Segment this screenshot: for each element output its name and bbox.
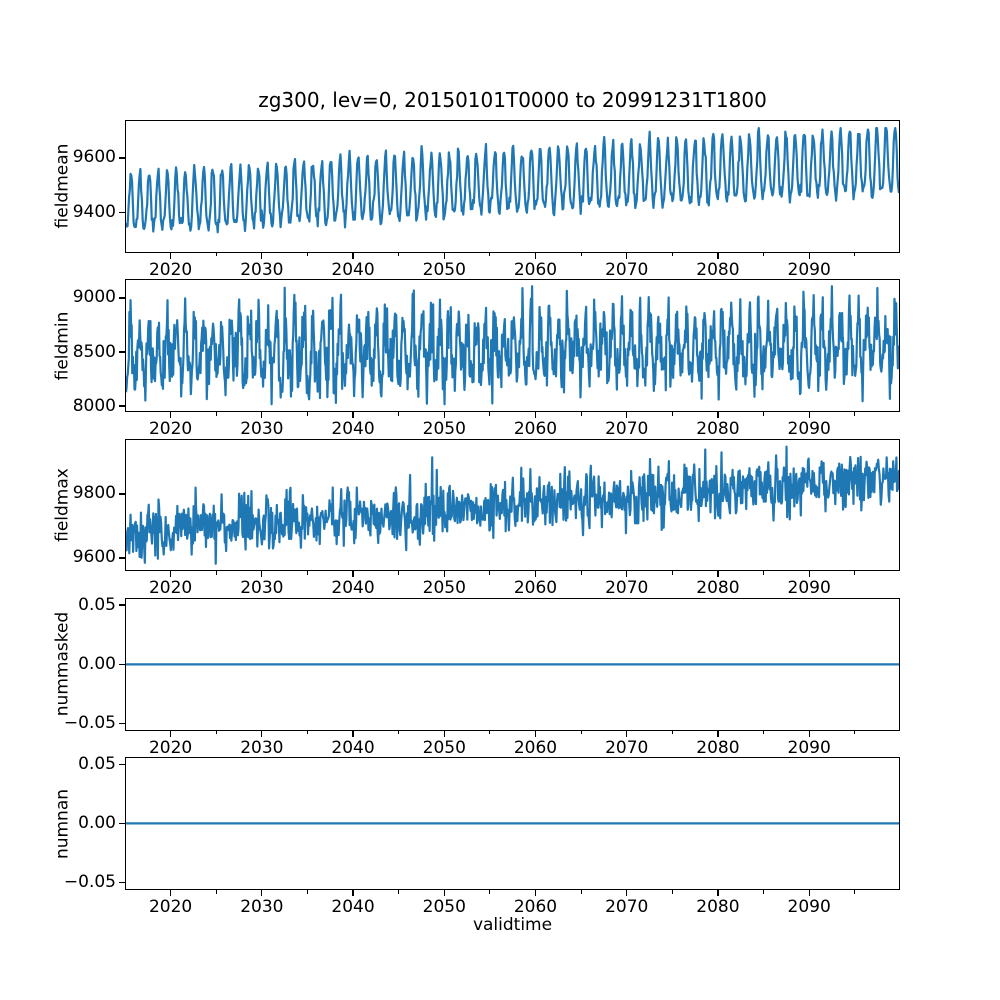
x-axis-label: validtime [472, 915, 553, 935]
x-major-tick [809, 731, 810, 737]
x-minor-tick [398, 890, 399, 894]
y-axis-label-fieldmax: fieldmax [52, 468, 72, 542]
y-major-tick [119, 823, 125, 824]
x-tick-label: 2090 [787, 897, 831, 917]
x-major-tick [717, 412, 718, 418]
y-major-tick [119, 557, 125, 558]
x-major-tick [444, 571, 445, 577]
plot-area-fieldmax [126, 440, 899, 571]
x-major-tick [170, 253, 171, 259]
x-major-tick [170, 412, 171, 418]
x-major-tick [535, 412, 536, 418]
y-tick-label: 9800 [72, 483, 116, 504]
x-tick-label: 2030 [240, 578, 284, 599]
y-tick-label: 8500 [72, 341, 116, 362]
x-tick-label: 2090 [787, 578, 831, 599]
x-major-tick [809, 253, 810, 259]
x-tick-label: 2060 [513, 737, 558, 758]
subplot-fieldmean [125, 120, 900, 253]
y-major-tick [119, 882, 125, 883]
x-minor-tick [489, 890, 490, 894]
y-tick-label: 0.05 [78, 753, 116, 774]
x-tick-label: 2040 [331, 259, 375, 280]
x-minor-tick [581, 412, 582, 416]
x-minor-tick [854, 731, 855, 735]
x-tick-label: 2040 [331, 737, 375, 758]
x-tick-label: 2050 [422, 897, 466, 917]
x-tick-label: 2080 [696, 737, 740, 758]
y-tick-label: 0.00 [78, 653, 116, 674]
plot-area-fieldmin [126, 280, 899, 411]
x-minor-tick [398, 412, 399, 416]
x-major-tick [261, 412, 262, 418]
x-major-tick [352, 571, 353, 577]
x-major-tick [809, 412, 810, 418]
y-axis-label-nummasked: nummasked [52, 612, 72, 717]
y-tick-label: 9600 [72, 547, 116, 568]
x-tick-label: 2040 [331, 897, 375, 917]
x-tick-label: 2020 [148, 259, 193, 280]
x-tick-label: 2070 [605, 259, 649, 280]
x-tick-label: 2080 [696, 419, 740, 440]
x-minor-tick [672, 571, 673, 575]
y-major-tick [119, 157, 125, 158]
data-line-fieldmax [126, 446, 899, 563]
y-tick-label: −0.05 [63, 872, 116, 893]
x-minor-tick [763, 731, 764, 735]
x-major-tick [444, 253, 445, 259]
x-minor-tick [489, 412, 490, 416]
x-major-tick [170, 890, 171, 896]
x-minor-tick [398, 571, 399, 575]
x-major-tick [352, 253, 353, 259]
x-tick-label: 2060 [513, 419, 558, 440]
x-tick-label: 2020 [148, 419, 193, 440]
plot-area-numnan [126, 758, 899, 889]
y-axis-label-fieldmin: fieldmin [52, 311, 72, 381]
x-tick-label: 2020 [148, 897, 193, 917]
x-minor-tick [307, 253, 308, 257]
x-tick-label: 2060 [513, 897, 558, 917]
x-tick-label: 2090 [787, 419, 831, 440]
x-major-tick [535, 253, 536, 259]
x-major-tick [535, 571, 536, 577]
x-tick-label: 2050 [422, 578, 466, 599]
x-tick-label: 2080 [696, 897, 740, 917]
y-major-tick [119, 723, 125, 724]
x-tick-label: 2020 [148, 578, 193, 599]
y-major-tick [119, 764, 125, 765]
subplot-fieldmax [125, 439, 900, 572]
x-minor-tick [854, 890, 855, 894]
x-minor-tick [672, 253, 673, 257]
x-tick-label: 2070 [605, 578, 649, 599]
x-minor-tick [307, 571, 308, 575]
x-major-tick [717, 571, 718, 577]
x-minor-tick [307, 731, 308, 735]
x-tick-label: 2070 [605, 737, 649, 758]
x-minor-tick [763, 890, 764, 894]
x-major-tick [261, 890, 262, 896]
x-major-tick [535, 890, 536, 896]
x-tick-label: 2060 [513, 578, 558, 599]
subplot-numnan [125, 757, 900, 890]
y-major-tick [119, 493, 125, 494]
x-minor-tick [307, 412, 308, 416]
x-minor-tick [216, 253, 217, 257]
x-minor-tick [854, 412, 855, 416]
x-minor-tick [854, 253, 855, 257]
y-axis-label-fieldmean: fieldmean [52, 143, 72, 229]
y-tick-label: 9400 [72, 202, 116, 223]
x-tick-label: 2030 [240, 897, 284, 917]
x-major-tick [626, 731, 627, 737]
x-tick-label: 2090 [787, 259, 831, 280]
x-major-tick [261, 731, 262, 737]
x-minor-tick [307, 890, 308, 894]
y-tick-label: 8000 [72, 395, 116, 416]
x-minor-tick [216, 412, 217, 416]
x-minor-tick [763, 253, 764, 257]
x-minor-tick [581, 571, 582, 575]
x-minor-tick [398, 253, 399, 257]
y-axis-label-numnan: numnan [52, 788, 72, 859]
data-line-fieldmin [126, 286, 899, 404]
x-major-tick [352, 890, 353, 896]
x-tick-label: 2020 [148, 737, 193, 758]
x-tick-label: 2030 [240, 737, 284, 758]
x-major-tick [444, 412, 445, 418]
x-tick-label: 2050 [422, 259, 466, 280]
x-tick-label: 2050 [422, 737, 466, 758]
y-major-tick [119, 212, 125, 213]
data-line-fieldmean [126, 128, 899, 232]
x-major-tick [261, 253, 262, 259]
x-tick-label: 2040 [331, 578, 375, 599]
x-tick-label: 2080 [696, 578, 740, 599]
y-major-tick [119, 604, 125, 605]
x-major-tick [170, 731, 171, 737]
plot-area-nummasked [126, 599, 899, 730]
x-major-tick [626, 412, 627, 418]
x-minor-tick [672, 890, 673, 894]
x-major-tick [626, 571, 627, 577]
x-major-tick [809, 571, 810, 577]
subplot-fieldmin [125, 279, 900, 412]
x-major-tick [444, 890, 445, 896]
figure-title: zg300, lev=0, 20150101T0000 to 20991231T1800 [258, 88, 767, 112]
y-tick-label: 9600 [72, 147, 116, 168]
x-minor-tick [216, 731, 217, 735]
x-major-tick [170, 571, 171, 577]
x-major-tick [809, 890, 810, 896]
y-tick-label: 0.05 [78, 594, 116, 615]
x-major-tick [352, 731, 353, 737]
x-major-tick [717, 253, 718, 259]
x-major-tick [261, 571, 262, 577]
y-major-tick [119, 351, 125, 352]
x-minor-tick [763, 571, 764, 575]
x-minor-tick [398, 731, 399, 735]
y-major-tick [119, 405, 125, 406]
x-minor-tick [216, 890, 217, 894]
x-tick-label: 2060 [513, 259, 558, 280]
x-minor-tick [854, 571, 855, 575]
x-minor-tick [581, 731, 582, 735]
x-minor-tick [672, 412, 673, 416]
x-tick-label: 2090 [787, 737, 831, 758]
subplot-nummasked [125, 598, 900, 731]
y-tick-label: 9000 [72, 287, 116, 308]
x-major-tick [535, 731, 536, 737]
x-major-tick [717, 890, 718, 896]
x-major-tick [626, 253, 627, 259]
x-minor-tick [581, 253, 582, 257]
x-tick-label: 2080 [696, 259, 740, 280]
x-tick-label: 2030 [240, 419, 284, 440]
x-minor-tick [672, 731, 673, 735]
x-tick-label: 2030 [240, 259, 284, 280]
y-major-tick [119, 664, 125, 665]
x-minor-tick [216, 571, 217, 575]
x-minor-tick [489, 253, 490, 257]
y-tick-label: −0.05 [63, 713, 116, 734]
x-major-tick [717, 731, 718, 737]
x-minor-tick [489, 731, 490, 735]
plot-area-fieldmean [126, 121, 899, 252]
y-major-tick [119, 297, 125, 298]
x-tick-label: 2040 [331, 419, 375, 440]
x-minor-tick [489, 571, 490, 575]
x-major-tick [352, 412, 353, 418]
x-minor-tick [763, 412, 764, 416]
x-tick-label: 2050 [422, 419, 466, 440]
x-minor-tick [581, 890, 582, 894]
y-tick-label: 0.00 [78, 813, 116, 834]
x-tick-label: 2070 [605, 897, 649, 917]
x-major-tick [444, 731, 445, 737]
x-tick-label: 2070 [605, 419, 649, 440]
x-major-tick [626, 890, 627, 896]
